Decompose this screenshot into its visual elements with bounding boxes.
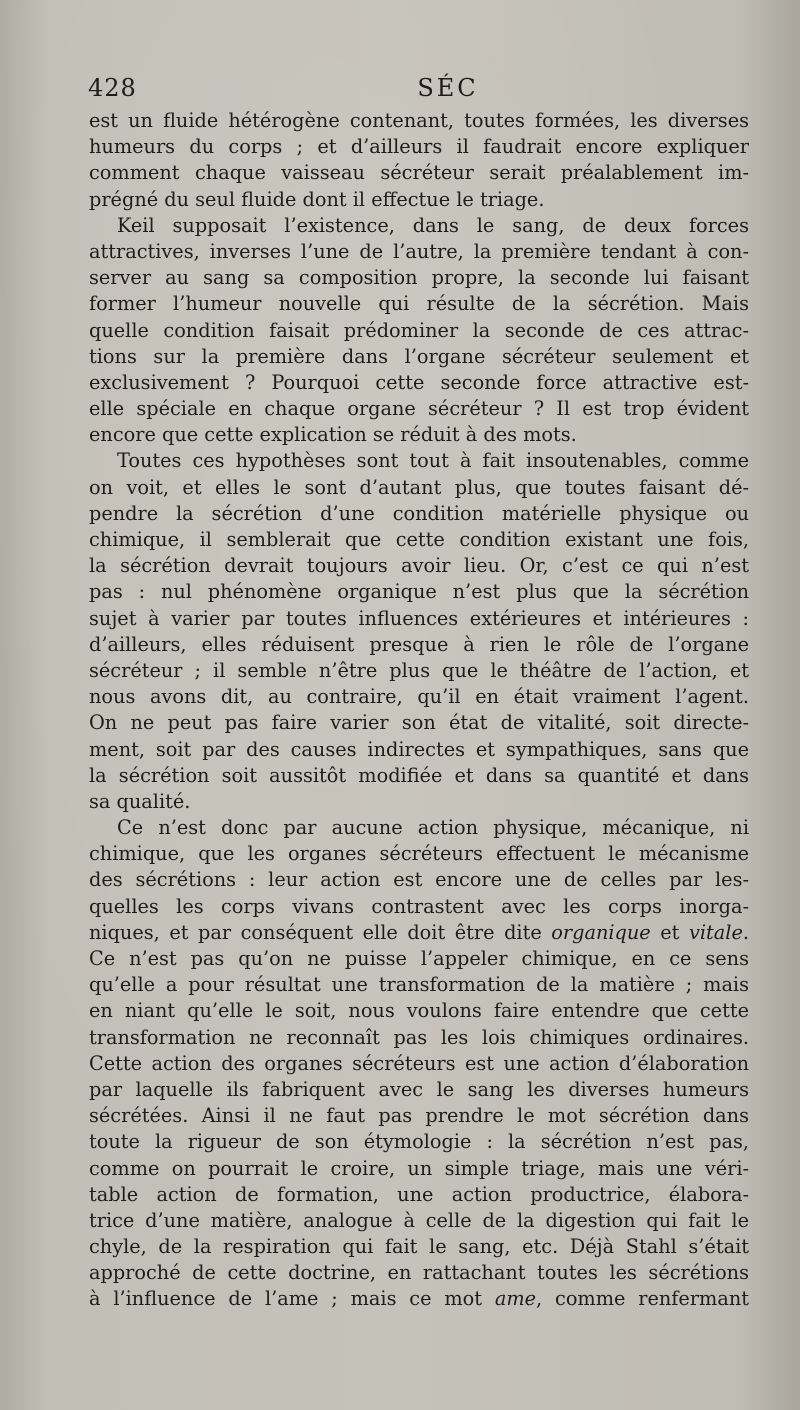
text-line: à l’influence de l’ame ; mais ce mot ame, comme renfermant [89,1287,749,1311]
text-line: quelle condition faisait prédominer la seconde de ces attrac- [89,318,749,342]
text-line: chimique, il semblerait que cette condition existant une fois, [89,528,749,551]
text-line: exclusivement ? Pourquoi cette seconde force attractive est- [89,370,749,394]
text-line: sécrétées. Ainsi il ne faut pas prendre le mot sécrétion dans [89,1104,749,1128]
text-line: d’ailleurs, elles réduisent presque à rien le rôle de l’organe [89,632,749,656]
text-line: chyle, de la respiration qui fait le sang, etc. Déjà Stahl s’était [89,1235,749,1259]
text-line: prégné du seul fluide dont il effectue le triage. [89,187,545,211]
text-line: sa qualité. [89,789,191,813]
text-line: trice d’une matière, analogue à celle de la digestion qui fait le [89,1208,749,1232]
text-line: sujet à varier par toutes influences extérieures et intérieures : [89,606,749,630]
text-line: toute la rigueur de son étymologie : la sécrétion n’est pas, [89,1130,749,1154]
text-line: Ce n’est donc par aucune action physique, mécanique, ni [117,816,749,840]
text-line: Toutes ces hypothèses sont tout à fait insoutenables, comme [117,449,749,473]
text-line: Cette action des organes sécréteurs est une action d’élaboration [89,1051,749,1075]
text-line: encore que cette explication se réduit à des mots. [89,423,577,447]
text-line: tions sur la première dans l’organe sécréteur seulement et [89,344,749,368]
text-line: table action de formation, une action productrice, élabora- [89,1182,749,1206]
text-line: ment, soit par des causes indirectes et sympathiques, sans que [89,737,749,761]
text-line: chimique, que les organes sécréteurs effectuent le mécanisme [89,842,749,866]
text-line: sécréteur ; il semble n’être plus que le théâtre de l’action, et [89,658,749,682]
text-line: qu’elle a pour résultat une transformation de la matière ; mais [89,973,749,997]
text-line: Ce n’est pas qu’on ne puisse l’appeler chimique, en ce sens [89,947,749,970]
text-line: pendre la sécrétion d’une condition matérielle physique ou [89,501,749,525]
text-line: la sécrétion devrait toujours avoir lieu. Or, c’est ce qui n’est [89,554,749,578]
body-text [89,108,749,1313]
text-line: humeurs du corps ; et d’ailleurs il faudrait encore expliquer [89,135,749,159]
text-line: en niant qu’elle le soit, nous voulons faire entendre que cette [89,999,749,1023]
text-line: On ne peut pas faire varier son état de vitalité, soit directe- [89,711,749,735]
text-line: Keil supposait l’existence, dans le sang, de deux forces [117,213,749,237]
text-line: transformation ne reconnaît pas les lois chimiques ordinaires. [89,1025,749,1049]
text-line: par laquelle ils fabriquent avec le sang les diverses humeurs [89,1077,749,1101]
text-line: approché de cette doctrine, en rattachant toutes les sécrétions [89,1261,749,1285]
text-line: comme on pourrait le croire, un simple triage, mais une véri- [89,1156,749,1180]
running-head: SÉC [417,74,479,102]
text-line: niques, et par conséquent elle doit être dite organique et vitale. [89,920,749,944]
text-line: pas : nul phénomène organique n’est plus que la sécrétion [89,580,749,604]
text-line: des sécrétions : leur action est encore une de celles par les- [89,868,749,892]
text-line: former l’humeur nouvelle qui résulte de la sécrétion. Mais [89,292,749,316]
page-number: 428 [88,74,137,102]
text-line: comment chaque vaisseau sécréteur serait préalablement im- [89,161,749,185]
text-line: attractives, inverses l’une de l’autre, la première tendant à con- [89,239,749,263]
text-line: on voit, et elles le sont d’autant plus, que toutes faisant dé- [89,475,749,499]
page-header [88,74,748,106]
text-line: la sécrétion soit aussitôt modifiée et dans sa quantité et dans [89,763,749,787]
text-line: elle spéciale en chaque organe sécréteur ? Il est trop évident [89,397,749,421]
text-line: est un fluide hétérogène contenant, toutes formées, les diverses [89,109,749,132]
text-line: server au sang sa composition propre, la seconde lui faisant [89,266,749,290]
text-line: nous avons dit, au contraire, qu’il en était vraiment l’agent. [89,685,749,709]
text-line: quelles les corps vivans contrastent avec les corps inorga- [89,894,749,918]
